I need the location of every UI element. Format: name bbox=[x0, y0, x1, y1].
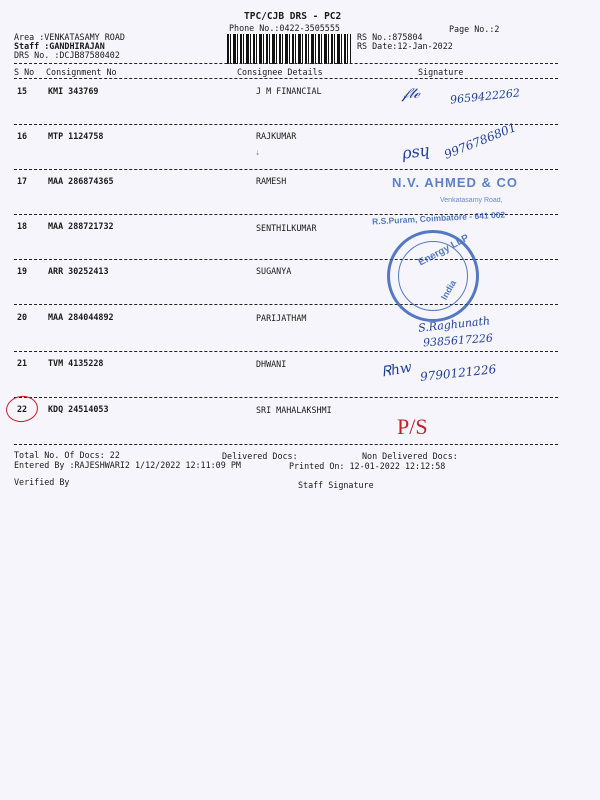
row-divider bbox=[14, 169, 558, 170]
company-stamp-address: Venkatasamy Road, bbox=[440, 197, 503, 204]
rs-date: RS Date:12-Jan-2022 bbox=[357, 41, 453, 51]
round-company-seal bbox=[387, 230, 479, 322]
row-divider bbox=[14, 304, 558, 305]
company-stamp-city: R.S.Puram, Coimbatore - 641 002 bbox=[371, 209, 506, 227]
delivered-docs: Delivered Docs: bbox=[222, 451, 298, 461]
handwritten-phone: 9790121226 bbox=[419, 362, 497, 384]
staff-field: Staff :GANDHIRAJAN bbox=[14, 41, 105, 51]
row-consignment: MAA 288721732 bbox=[48, 221, 114, 231]
pen-mark: ⇣ bbox=[255, 147, 261, 157]
verified-by-label: Verified By bbox=[14, 477, 70, 487]
non-delivered-docs: Non Delivered Docs: bbox=[362, 451, 458, 461]
col-consignment: Consignment No bbox=[46, 67, 117, 77]
col-consignee: Consignee Details bbox=[237, 67, 323, 77]
drs-number: DRS No. :DCJB87580402 bbox=[14, 50, 120, 60]
handwritten-phone: 9659422262 bbox=[449, 86, 521, 107]
row-consignee: PARIJATHAM bbox=[256, 313, 307, 323]
row-consignee: RAMESH bbox=[256, 176, 287, 186]
phone-number: Phone No.:0422-3505555 bbox=[229, 23, 340, 33]
seal-text-top: Energy LLP bbox=[416, 232, 471, 269]
row-consignment: KDQ 24514053 bbox=[48, 404, 109, 414]
handwritten-name: S.Raghunath bbox=[417, 314, 491, 335]
row-divider bbox=[14, 397, 558, 398]
area-field: Area :VENKATASAMY ROAD bbox=[14, 32, 125, 42]
signature-scribble: 𝒻𝓉ℯ bbox=[402, 84, 420, 102]
rs-number: RS No.:875804 bbox=[357, 32, 423, 42]
row-consignee: SENTHILKUMAR bbox=[256, 223, 317, 233]
row-consignee: SUGANYA bbox=[256, 266, 292, 276]
row-sno: 16 bbox=[17, 131, 28, 141]
row-consignment: MTP 1124758 bbox=[48, 131, 104, 141]
row-sno: 15 bbox=[17, 86, 28, 96]
row-consignee: SRI MAHALAKSHMI bbox=[256, 405, 332, 415]
row-consignment: ARR 30252413 bbox=[48, 266, 109, 276]
row-sno: 22 bbox=[17, 404, 28, 414]
staff-signature-label: Staff Signature bbox=[298, 480, 374, 490]
seal-text-bottom: India bbox=[438, 278, 459, 302]
row-sno: 17 bbox=[17, 176, 28, 186]
row-consignment: MAA 284044892 bbox=[48, 312, 114, 322]
handwritten-ps-mark: P/S bbox=[397, 414, 428, 439]
entered-by: Entered By :RAJESHWARI2 1/12/2022 12:11:09 PM bbox=[14, 460, 241, 470]
circled-number-mark bbox=[4, 394, 39, 424]
handwritten-phone: 9385617226 bbox=[422, 331, 494, 350]
col-signature: Signature bbox=[418, 67, 464, 77]
row-sno: 20 bbox=[17, 312, 28, 322]
row-consignee: J M FINANCIAL bbox=[256, 86, 322, 96]
row-consignment: MAA 286874365 bbox=[48, 176, 114, 186]
signature-scribble: ρsɥ bbox=[400, 140, 432, 163]
total-docs: Total No. Of Docs: 22 bbox=[14, 450, 120, 460]
page-number: Page No.:2 bbox=[449, 24, 500, 34]
row-consignment: KMI 343769 bbox=[48, 86, 99, 96]
barcode bbox=[227, 34, 351, 64]
divider bbox=[14, 63, 558, 64]
row-divider bbox=[14, 351, 558, 352]
printed-on: Printed On: 12-01-2022 12:12:58 bbox=[289, 461, 446, 471]
row-consignment: TVM 4135228 bbox=[48, 358, 104, 368]
row-divider bbox=[14, 124, 558, 125]
divider bbox=[14, 78, 558, 79]
document-title: TPC/CJB DRS - PC2 bbox=[244, 11, 342, 22]
handwritten-phone: 9976786801 bbox=[442, 120, 519, 162]
divider bbox=[14, 444, 558, 445]
row-consignee: RAJKUMAR bbox=[256, 131, 297, 141]
row-sno: 19 bbox=[17, 266, 28, 276]
row-consignee: DHWANI bbox=[256, 359, 287, 369]
signature-scribble: Ꮢhw bbox=[380, 359, 414, 381]
row-sno: 21 bbox=[17, 358, 28, 368]
company-stamp-title: N.V. AHMED & CO bbox=[392, 175, 518, 190]
row-sno: 18 bbox=[17, 221, 28, 231]
col-sno: S No bbox=[14, 67, 35, 77]
